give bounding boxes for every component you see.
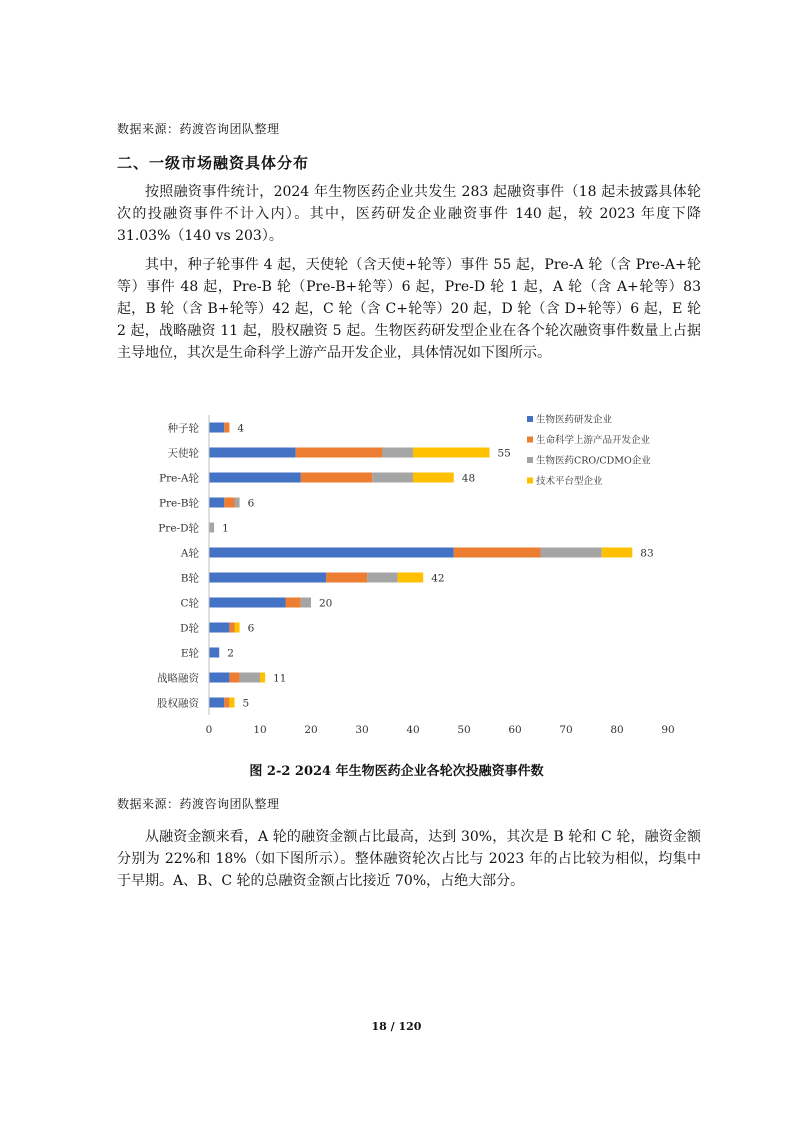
legend-label: 生命科学上游产品开发企业 — [536, 435, 651, 446]
x-tick-label: 10 — [253, 724, 267, 736]
bar-segment-series-2 — [326, 573, 367, 583]
bar-total-label: 2 — [227, 647, 234, 660]
category-label: 种子轮 — [167, 422, 199, 435]
category-label: B轮 — [180, 572, 199, 585]
funding-rounds-chart — [130, 400, 690, 745]
bar-total-label: 11 — [273, 672, 287, 685]
x-tick-label: 20 — [304, 724, 318, 736]
bar-segment-series-2 — [286, 598, 301, 608]
bar-segment-series-1 — [209, 648, 219, 658]
paragraph-2 — [117, 254, 701, 364]
x-tick-label: 70 — [559, 724, 573, 736]
category-label: E轮 — [180, 647, 199, 660]
legend-label: 生物医药研发企业 — [536, 414, 613, 426]
category-label: Pre-D轮 — [158, 522, 199, 535]
bar-segment-series-1 — [209, 423, 224, 433]
bar-segment-series-4 — [235, 623, 240, 633]
bar-segment-series-2 — [224, 423, 229, 433]
bar-total-label: 20 — [319, 597, 333, 610]
paragraph-3 — [117, 826, 701, 892]
bar-segment-series-4 — [229, 698, 234, 708]
paragraph-1-text: 按照融资事件统计，2024 年生物医药企业共发生 283 起融资事件（18 起未披露具体轮次的投融资事件不计入内）。其中，医药研发企业融资事件 140 起，较 2023 年度下降 31.03%（140 vs 203）。 — [117, 184, 701, 244]
bar-total-label: 83 — [640, 547, 654, 560]
bar-total-label: 5 — [242, 697, 250, 710]
bar-segment-series-3 — [240, 673, 260, 683]
bar-segment-series-3 — [209, 523, 214, 533]
source-note-top: 数据来源：药渡咨询团队整理 — [117, 122, 280, 136]
category-label: Pre-A轮 — [159, 472, 199, 485]
legend-label: 生物医药CRO/CDMO企业 — [536, 455, 651, 467]
x-tick-label: 30 — [355, 724, 369, 736]
bar-segment-series-1 — [209, 573, 326, 583]
bar-segment-series-2 — [229, 623, 234, 633]
bar-segment-series-3 — [367, 573, 398, 583]
section-heading: 二、一级市场融资具体分布 — [117, 154, 310, 172]
paragraph-2-text: 其中，种子轮事件 4 起，天使轮（含天使+轮等）事件 55 起，Pre-A 轮（含 Pre-A+轮等）事件 48 起，Pre-B 轮（Pre-B+轮等）6 起，Pre-D 轮 1 起，A 轮（含 A+轮等）83 起，B 轮（含 B+轮等）42 起，C 轮（含 C+轮等）20 起，D 轮（含 D+轮等）6 起，E 轮 2 起，战略融资 11 起，股权融资 5 起。生物医药研发型企业在各个轮次融资事件数量上占据主导地位，其次是生命科学上游产品开发企业，具体情况如下图所示。 — [117, 257, 701, 361]
category-label: D轮 — [180, 622, 199, 635]
page-number: 18 / 120 — [371, 1020, 422, 1033]
bar-segment-series-4 — [398, 573, 424, 583]
legend-swatch — [527, 437, 533, 443]
x-tick-label: 80 — [610, 724, 624, 736]
bar-total-label: 55 — [497, 447, 511, 460]
bar-segment-series-3 — [541, 548, 602, 558]
bar-segment-series-1 — [209, 498, 224, 508]
x-tick-label: 40 — [406, 724, 420, 736]
bar-segment-series-2 — [229, 673, 239, 683]
bar-segment-series-2 — [296, 448, 383, 458]
bar-segment-series-1 — [209, 448, 296, 458]
bar-segment-series-2 — [454, 548, 541, 558]
bar-segment-series-4 — [602, 548, 633, 558]
bar-total-label: 6 — [247, 497, 255, 510]
bar-segment-series-3 — [301, 598, 311, 608]
category-label: Pre-B轮 — [158, 497, 199, 510]
bar-segment-series-2 — [224, 498, 234, 508]
bar-total-label: 48 — [461, 472, 476, 485]
paragraph-1 — [117, 181, 701, 247]
bar-segment-series-1 — [209, 598, 286, 608]
category-label: 战略融资 — [157, 672, 199, 685]
bar-segment-series-3 — [235, 498, 240, 508]
bar-total-label: 6 — [247, 622, 255, 635]
bar-segment-series-1 — [209, 473, 301, 483]
bar-segment-series-1 — [209, 698, 224, 708]
bar-segment-series-1 — [209, 548, 454, 558]
paragraph-3-text: 从融资金额来看，A 轮的融资金额占比最高，达到 30%，其次是 B 轮和 C 轮，融资金额分别为 22%和 18%（如下图所示）。整体融资轮次占比与 2023 年的占比较为相似，均集中于早期。A、B、C 轮的总融资金额占比接近 70%，占绝大部分。 — [117, 829, 701, 889]
legend-swatch — [527, 416, 533, 422]
category-label: A轮 — [180, 547, 199, 560]
x-tick-label: 60 — [508, 724, 522, 736]
legend-label: 技术平台型企业 — [536, 476, 603, 487]
bar-total-label: 1 — [222, 522, 229, 535]
bar-segment-series-3 — [382, 448, 413, 458]
x-tick-label: 50 — [457, 724, 471, 736]
legend-swatch — [527, 457, 533, 463]
x-tick-label: 0 — [205, 724, 213, 736]
legend-swatch — [527, 478, 533, 484]
bar-segment-series-1 — [209, 623, 229, 633]
bar-segment-series-4 — [413, 473, 454, 483]
source-note-bottom: 数据来源：药渡咨询团队整理 — [117, 797, 280, 811]
bar-segment-series-2 — [224, 698, 229, 708]
category-label: C轮 — [180, 597, 199, 610]
bar-segment-series-3 — [372, 473, 413, 483]
bar-segment-series-2 — [301, 473, 372, 483]
bar-total-label: 4 — [237, 422, 245, 435]
category-label: 天使轮 — [167, 447, 199, 460]
figure-caption: 图 2-2 2024 年生物医药企业各轮次投融资事件数 — [249, 764, 544, 779]
bar-segment-series-4 — [413, 448, 490, 458]
category-label: 股权融资 — [157, 697, 199, 710]
bar-segment-series-4 — [260, 673, 265, 683]
bar-segment-series-1 — [209, 673, 229, 683]
bar-total-label: 42 — [431, 572, 445, 585]
x-tick-label: 90 — [661, 724, 675, 736]
